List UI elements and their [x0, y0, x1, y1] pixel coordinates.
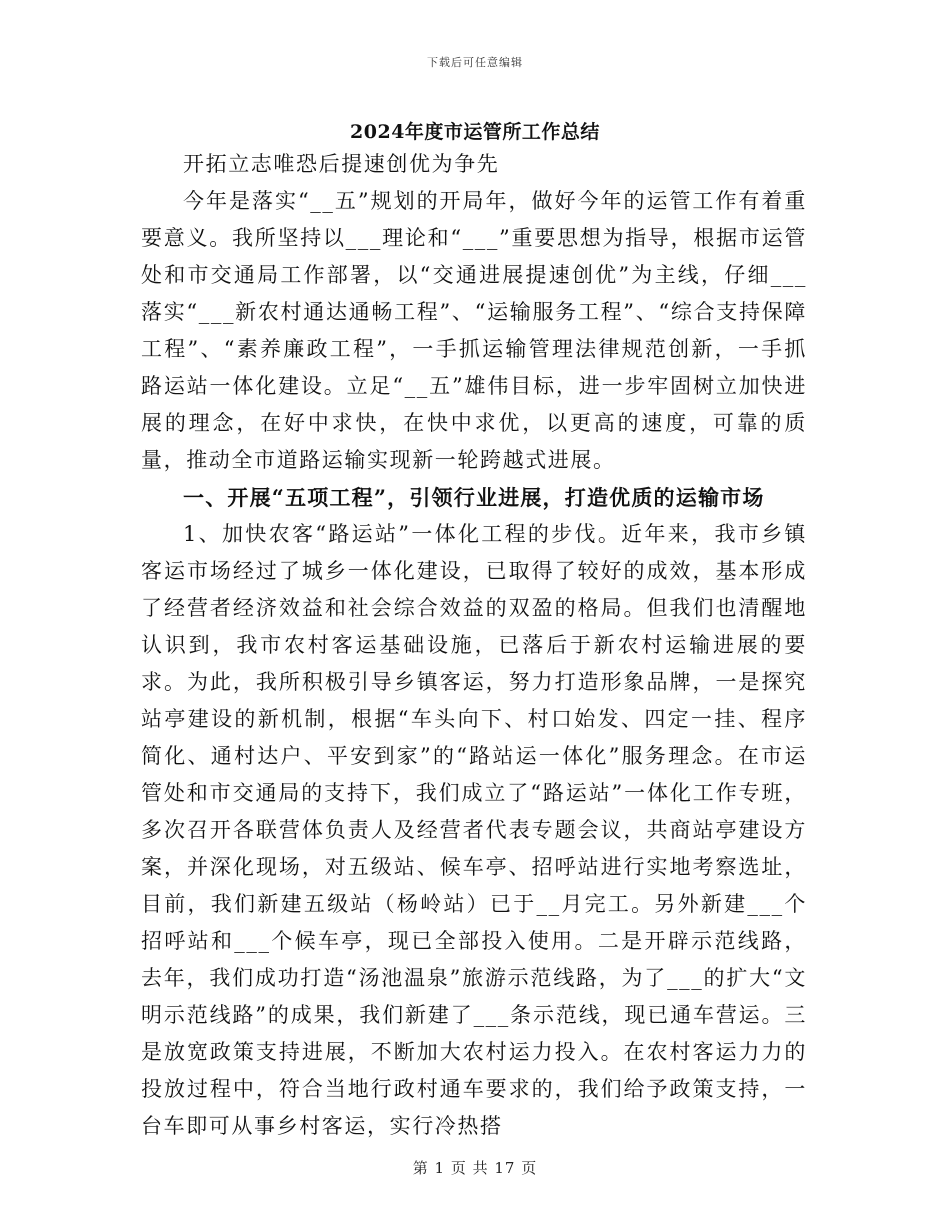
document-subtitle: 开拓立志唯恐后提速创优为争先: [183, 152, 500, 176]
intro-paragraph: 今年是落实“__五”规划的开局年，做好今年的运管工作有着重要意义。我所坚持以___理论和“___”重要思想为指导，根据市运管处和市交通局工作部署，以“交通进展提速创优”为主线，仔细___落实“___新农村通达通畅工程”、“运输服务工程”、“综合支持保障工程”、“素养廉政工程”，一手抓运输管理法律规范创新，一手抓路运站一体化建设。立足“__五”雄伟目标，进一步牢固树立加快进展的理念，在好中求快，在快中求优，以更高的速度，可靠的质量，推动全市道路运输实现新一轮跨越式进展。: [141, 189, 807, 472]
page-number-footer: 第 1 页 共 17 页: [412, 1159, 538, 1177]
document-body: [141, 146, 807, 1145]
section-heading: 一、开展“五项工程”，引领行业进展，打造优质的运输市场: [183, 485, 765, 510]
section-paragraph: 1、加快农客“路运站”一体化工程的步伐。近年来，我市乡镇客运市场经过了城乡一体化建设，已取得了较好的成效，基本形成了经营者经济效益和社会综合效益的双盈的格局。但我们也清醒地认识到，我市农村客运基础设施，已落后于新农村运输进展的要求。为此，我所积极引导乡镇客运，努力打造形象品牌，一是探究站亭建设的新机制，根据“车头向下、村口始发、四定一挂、程序简化、通村达户、平安到家”的“路站运一体化”服务理念。在市运管处和市交通局的支持下，我们成立了“路运站”一体化工作专班，多次召开各联营体负责人及经营者代表专题会议，共商站亭建设方案，并深化现场，对五级站、候车亭、招呼站进行实地考察选址，目前，我们新建五级站（杨岭站）已于__月完工。另外新建___个招呼站和___个候车亭，现已全部投入使用。二是开辟示范线路，去年，我们成功打造“汤池温泉”旅游示范线路，为了___的扩大“文明示范线路”的成果，我们新建了___条示范线，现已通车营运。三是放宽政策支持进展，不断加大农村运力投入。在农村客运力力的投放过程中，符合当地行政村通车要求的，我们给予政策支持，一台车即可从事乡村客运，实行冷热搭: [141, 522, 807, 1138]
header-note: 下载后可任意编辑: [427, 56, 523, 69]
document-title: 2024年度市运管所工作总结: [350, 121, 600, 143]
